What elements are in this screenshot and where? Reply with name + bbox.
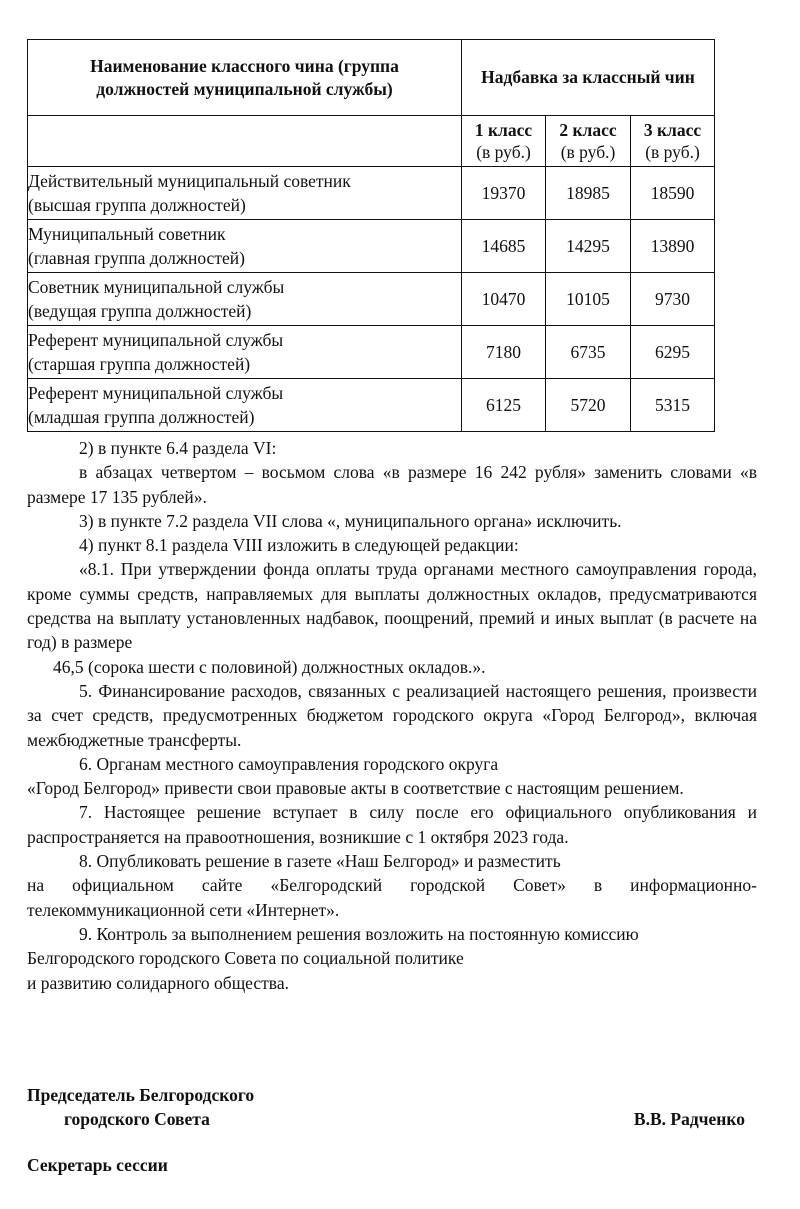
allowance-value-class-3: 13890 (631, 220, 715, 273)
subheader-empty-cell (28, 116, 462, 167)
paragraph: в абзацах четвертом – восьмом слова «в размере 16 242 рубля» заменить словами «в размере 17 135 рублей». (27, 462, 757, 507)
paragraph: 4) пункт 8.1 раздела VIII изложить в следующей редакции: (79, 535, 519, 556)
rank-title: Референт муниципальной службы (28, 383, 284, 403)
table-row (28, 220, 715, 273)
rank-group: (ведущая группа должностей) (28, 301, 252, 321)
table-subheader-row (28, 116, 715, 167)
paragraph: на официальном сайте «Белгородский городской Совет» в информационно-телекоммуникационной сети «Интернет». (27, 875, 757, 920)
paragraph: 46,5 (сорока шести с половиной) должностных окладов.». (53, 656, 486, 677)
table-row (28, 273, 715, 326)
header-class-3 (631, 116, 715, 167)
table-header-row (28, 40, 715, 116)
paragraph: 5. Финансирование расходов, связанных с реализацией настоящего решения, произвести за счет средств, предусмотренных бюджетом городского округа «Город Белгород», включая межбюджетные трансферты. (27, 680, 757, 750)
paragraph: 8. Опубликовать решение в газете «Наш Белгород» и разместить (79, 851, 561, 872)
paragraph: «8.1. При утверждении фонда оплаты труда органами местного самоуправления города, кроме суммы средств, направляемых для выплаты должностных окладов, предусматриваются средства на выплату установленных надбавок, поощрений, премий и иных выплат (в расчете на год) в размере (27, 559, 757, 653)
rank-title: Советник муниципальной службы (28, 277, 285, 297)
table-row (28, 326, 715, 379)
allowance-value-class-2: 10105 (546, 273, 631, 326)
table-row (28, 379, 715, 432)
rank-group: (главная группа должностей) (28, 248, 245, 268)
class-1-unit: (в руб.) (476, 142, 531, 162)
allowance-value-class-3: 6295 (631, 326, 715, 379)
allowance-value-class-1: 14685 (462, 220, 546, 273)
rank-name-cell (28, 167, 462, 220)
rank-name-cell (28, 220, 462, 273)
rank-title: Действительный муниципальный советник (28, 171, 351, 191)
table-row (28, 167, 715, 220)
chairman-position-line1: Председатель Белгородского (27, 1085, 255, 1105)
rank-name-cell (28, 379, 462, 432)
header-class-2 (546, 116, 631, 167)
allowance-value-class-2: 14295 (546, 220, 631, 273)
allowance-value-class-3: 18590 (631, 167, 715, 220)
session-secretary-label: Секретарь сессии (27, 1155, 168, 1175)
table-body (28, 167, 715, 432)
paragraph: 6. Органам местного самоуправления городского округа (79, 753, 499, 774)
header-allowance: Надбавка за классный чин (462, 40, 715, 116)
class-1-label: 1 класс (474, 120, 533, 140)
decision-text (27, 436, 757, 995)
class-rank-allowance-table (27, 39, 715, 432)
header-class-1 (462, 116, 546, 167)
allowance-value-class-2: 6735 (546, 326, 631, 379)
rank-group: (младшая группа должностей) (28, 407, 255, 427)
rank-group: (высшая группа должностей) (28, 195, 246, 215)
paragraph: «Город Белгород» привести свои правовые акты в соответствие с настоящим решением. (27, 778, 684, 799)
allowance-value-class-3: 5315 (631, 379, 715, 432)
paragraph: 9. Контроль за выполнением решения возложить на постоянную комиссию (79, 923, 639, 944)
allowance-value-class-1: 6125 (462, 379, 546, 432)
class-3-label: 3 класс (643, 120, 702, 140)
class-3-unit: (в руб.) (645, 142, 700, 162)
chairman-name: В.В. Радченко (633, 1109, 745, 1129)
paragraph: 3) в пункте 7.2 раздела VII слова «, муниципального органа» исключить. (79, 510, 622, 531)
rank-title: Муниципальный советник (28, 224, 226, 244)
allowance-value-class-2: 5720 (546, 379, 631, 432)
rank-name-cell (28, 273, 462, 326)
allowance-value-class-1: 10470 (462, 273, 546, 326)
allowance-value-class-3: 9730 (631, 273, 715, 326)
signature-block (27, 1083, 757, 1177)
allowance-value-class-1: 19370 (462, 167, 546, 220)
header-rank-name: Наименование классного чина (группа должностей муниципальной службы) (28, 40, 462, 116)
rank-group: (старшая группа должностей) (28, 354, 251, 374)
paragraph: Белгородского городского Совета по социальной политике (27, 948, 464, 969)
paragraph: и развитию солидарного общества. (27, 972, 289, 993)
allowance-value-class-1: 7180 (462, 326, 546, 379)
class-2-unit: (в руб.) (560, 142, 616, 162)
rank-name-cell (28, 326, 462, 379)
chairman-position-line2: городского Совета (64, 1109, 210, 1129)
rank-title: Референт муниципальной службы (28, 330, 284, 350)
class-2-label: 2 класс (559, 120, 617, 140)
allowance-value-class-2: 18985 (546, 167, 631, 220)
paragraph: 2) в пункте 6.4 раздела VI: (79, 438, 277, 458)
paragraph: 7. Настоящее решение вступает в силу после его официального опубликования и распространяется на правоотношения, возникшие с 1 октября 2023 года. (27, 802, 757, 847)
